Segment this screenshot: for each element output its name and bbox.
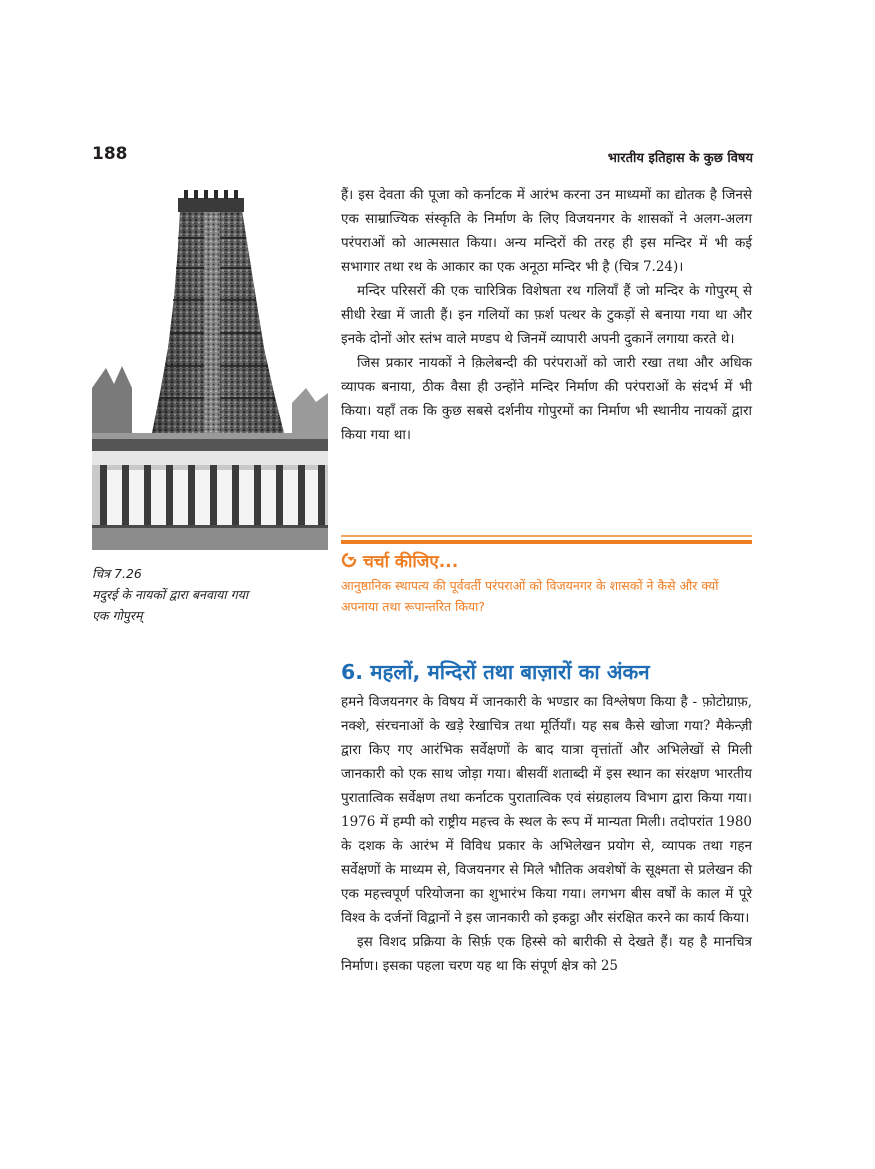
discussion-title-row — [341, 547, 752, 573]
body-text-top — [341, 183, 752, 447]
discussion-rule-thin — [341, 535, 752, 537]
discussion-question: आनुष्ठानिक स्थापत्य की पूर्ववर्ती परंपराओं को विजयनगर के शासकों ने कैसे और क्यों अपनाया तथा रूपान्तरित किया? — [341, 578, 719, 614]
caption-line-2: एक गोपुरम् — [92, 608, 143, 623]
caption-number: चित्र 7.26 — [92, 566, 142, 581]
body-paragraph-1: हैं। इस देवता की पूजा को कर्नाटक में आरंभ करना उन माध्यमों का द्योतक है जिनसे एक साम्राज्यिक संस्कृति के निर्माण के लिए विजयनगर के शासकों ने अलग-अलग परंपराओं को आत्मसात किया। अन्य मन्दिरों की तरह ही इस मन्दिर में भी कई सभागार तथा रथ के आकार का एक अनूठा मन्दिर भी है (चित्र 7.24)। — [341, 187, 752, 275]
discussion-box — [341, 547, 752, 617]
body-paragraph-3: जिस प्रकार नायकों ने क़िलेबन्दी की परंपराओं को जारी रखा तथा और अधिक व्यापक बनाया, ठीक वैसा ही उन्होंने मन्दिर निर्माण की परंपराओं के संदर्भ में भी किया। यहाँ तक कि कुछ सबसे दर्शनीय गोपुरमों का निर्माण भी स्थानीय नायकों द्वारा किया गया था। — [341, 355, 752, 443]
arrow-circle-icon — [341, 552, 357, 568]
section-heading: 6. महलों, मन्दिरों तथा बाज़ारों का अंकन — [341, 660, 650, 684]
discussion-title: चर्चा कीजिए... — [363, 551, 459, 572]
discussion-rule-thick — [341, 540, 752, 544]
page-number: 188 — [92, 144, 128, 164]
section-paragraph-2: इस विशद प्रक्रिया के सिर्फ़ एक हिस्से को बारीकी से देखते हैं। यह है मानचित्र निर्माण। इसका पहला चरण यह था कि संपूर्ण क्षेत्र को 25 — [341, 934, 752, 974]
caption-line-1: मदुरई के नायकों द्वारा बनवाया गया — [92, 587, 249, 602]
body-paragraph-2: मन्दिर परिसरों की एक चारित्रिक विशेषता रथ गलियाँ हैं जो मन्दिर के गोपुरम् से सीधी रेखा में जाती हैं। इन गलियों का फ़र्श पत्थर के टुकड़ों से बनाया गया था और इनके दोनों ओर स्तंभ वाले मण्डप थे जिनमें व्यापारी अपनी दुकानें लगाया करते थे। — [341, 283, 752, 347]
body-text-bottom — [341, 690, 752, 978]
figure-caption — [92, 563, 332, 626]
section-paragraph-1: हमने विजयनगर के विषय में जानकारी के भण्डार का विश्लेषण किया है - फ़ोटोग्राफ़, नक्शे, संरचनाओं के खड़े रेखाचित्र तथा मूर्तियाँ। यह सब कैसे खोजा गया? मैकेन्ज़ी द्वारा किए गए आरंभिक सर्वेक्षणों के बाद यात्रा वृत्तांतों और अभिलेखों से मिली जानकारी को एक साथ जोड़ा गया। बीसवीं शताब्दी में इस स्थान का संरक्षण भारतीय पुरातात्विक सर्वेक्षण तथा कर्नाटक पुरातात्विक एवं संग्रहालय विभाग द्वारा किया गया। 1976 में हम्पी को राष्ट्रीय महत्त्व के स्थल के रूप में मान्यता मिली। तदोपरांत 1980 के दशक के आरंभ में विविध प्रकार के अभिलेखन प्रयोग से, व्यापक तथा गहन सर्वेक्षणों के माध्यम से, विजयनगर से मिले भौतिक अवशेषों के सूक्ष्मता से प्रलेखन की एक महत्त्वपूर्ण परियोजना का शुभारंभ किया गया। लगभग बीस वर्षों के काल में पूरे विश्व के दर्जनों विद्वानों ने इस जानकारी को इकट्ठा और संरक्षित करने का कार्य किया। — [341, 694, 753, 926]
gopuram-photo — [92, 188, 328, 550]
running-title: भारतीय इतिहास के कुछ विषय — [607, 151, 753, 166]
